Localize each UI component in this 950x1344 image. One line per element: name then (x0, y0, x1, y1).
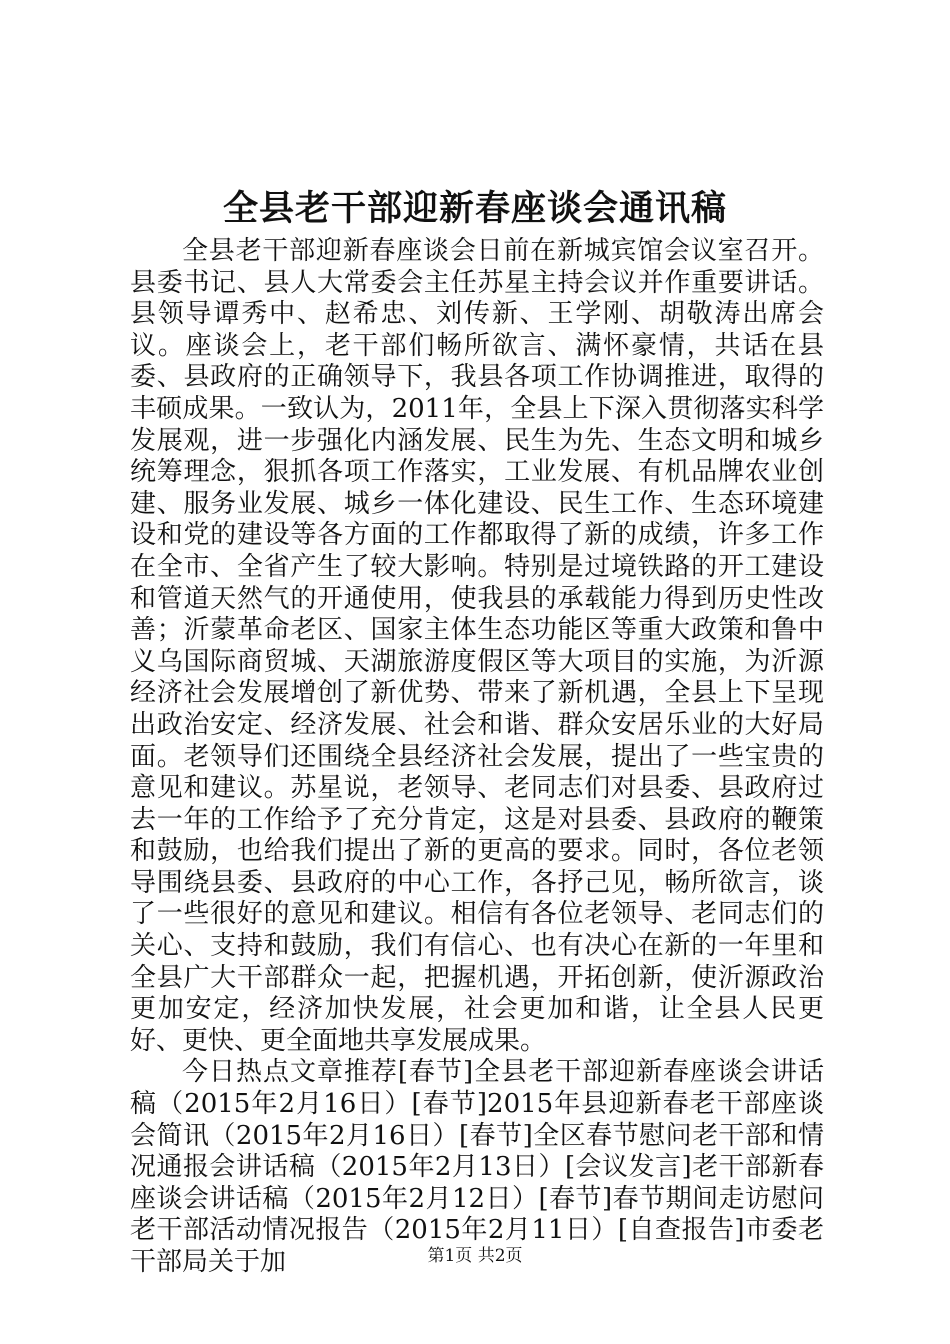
body-paragraph: 今日热点文章推荐[春节]全县老干部迎新春座谈会讲话稿（2015年2月16日）[春节]2015年县迎新春老干部座谈会简讯（2015年2月16日）[春节]全区春节慰问老干部和情况通报会讲话稿（2015年2月13日）[会议发言]老干部新春座谈会讲话稿（2015年2月12日）[春节]春节期间走访慰问老干部活动情况报告（2015年2月11日）[自查报告]市委老干部局关于加 (130, 1057, 824, 1277)
body-paragraph: 全县老干部迎新春座谈会日前在新城宾馆会议室召开。县委书记、县人大常委会主任苏星主持会议并作重要讲话。县领导谭秀中、赵希忠、刘传新、王学刚、胡敬涛出席会议。座谈会上，老干部们畅所欲言、满怀豪情，共话在县委、县政府的正确领导下，我县各项工作协调推进，取得的丰硕成果。一致认为，2011年，全县上下深入贯彻落实科学发展观，进一步强化内涵发展、民生为先、生态文明和城乡统筹理念，狠抓各项工作落实，工业发展、有机品牌农业创建、服务业发展、城乡一体化建设、民生工作、生态环境建设和党的建设等各方面的工作都取得了新的成绩，许多工作在全市、全省产生了较大影响。特别是过境铁路的开工建设和管道天然气的开通使用，使我县的承载能力得到历史性改善；沂蒙革命老区、国家主体生态功能区等重大政策和鲁中义乌国际商贸城、天湖旅游度假区等大项目的实施，为沂源经济社会发展增创了新优势、带来了新机遇，全县上下呈现出政治安定、经济发展、社会和谐、群众安居乐业的大好局面。老领导们还围绕全县经济社会发展，提出了一些宝贵的意见和建议。苏星说，老领导、老同志们对县委、县政府过去一年的工作给予了充分肯定，这是对县委、县政府的鞭策和鼓励，也给我们提出了新的更高的要求。同时，各位老领导围绕县委、县政府的中心工作，各抒己见，畅所欲言，谈了一些很好的意见和建议。相信有各位老领导、老同志们的关心、支持和鼓励，我们有信心、也有决心在新的一年里和全县广大干部群众一起，把握机遇，开拓创新，使沂源政治更加安定，经济加快发展，社会更加和谐，让全县人民更好、更快、更全面地共享发展成果。 (130, 236, 824, 1056)
page-footer: 第1页 共2页 (427, 1246, 523, 1266)
document-body (130, 236, 824, 1279)
document-title: 全县老干部迎新春座谈会通讯稿 (222, 188, 727, 229)
